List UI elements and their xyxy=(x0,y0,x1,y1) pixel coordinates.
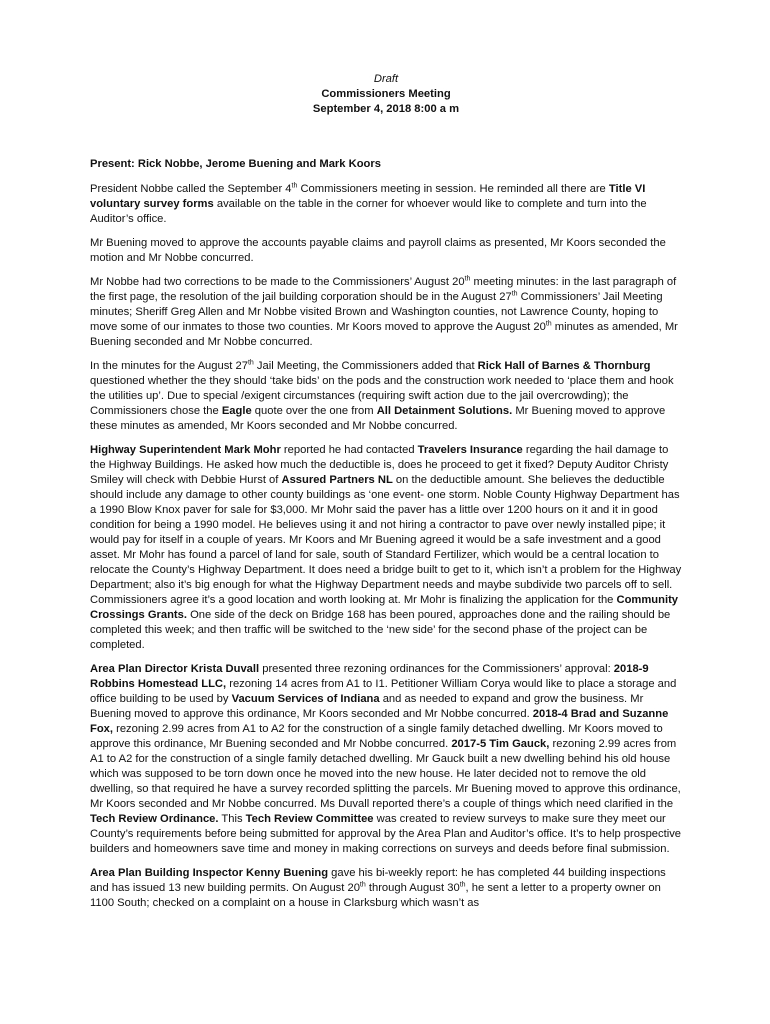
text-run: Commissioners’ Jail Meeting minutes; Sheriff Greg Allen and Mr Nobbe visited Brown and Washington counties, not Lawrence County, hoping to move some of our inmates to those two counties. Mr Koors moved to approve the August 20 xyxy=(90,291,663,333)
superscript-text: th xyxy=(545,320,552,328)
text-run: This xyxy=(218,813,246,825)
bold-text: Travelers Insurance xyxy=(417,444,523,456)
bold-text: 2017-5 Tim Gauck, xyxy=(451,738,550,750)
minutes-paragraph xyxy=(90,275,682,350)
text-run: rezoning 2.99 acres from A1 to A2 for the construction of a single family detached dwelling. Mr Koors moved to approve this ordinance, Mr Buening seconded and Mr Nobbe concurred. xyxy=(90,723,663,750)
text-run: Commissioners meeting in session. He reminded all there are xyxy=(297,183,609,195)
text-run: reported he had contacted xyxy=(280,444,418,456)
bold-text: Rick Hall of Barnes & Thornburg xyxy=(477,360,651,372)
text-run: and as needed to expand and grow the business. Mr Buening moved to approve this ordinance, Mr Koors seconded and Mr Nobbe concurred. xyxy=(90,693,644,720)
bold-text: Eagle xyxy=(221,405,252,417)
bold-text: Area Plan Director Krista Duvall xyxy=(90,663,260,675)
bold-text: 2018-9 Robbins Homestead LLC, xyxy=(90,663,649,690)
superscript-text: th xyxy=(291,182,298,190)
text-run: Jail Meeting, the Commissioners added that xyxy=(253,360,478,372)
bold-text: All Detainment Solutions. xyxy=(376,405,513,417)
document-header xyxy=(90,72,682,117)
text-run: meeting minutes: in the last paragraph of the first page, the resolution of the jail building corporation should be in the August 27 xyxy=(90,276,677,303)
bold-text: Highway Superintendent Mark Mohr xyxy=(90,444,281,456)
minutes-paragraph xyxy=(90,443,682,653)
text-run: President Nobbe called the September 4 xyxy=(90,183,292,195)
bold-text: Area Plan Building Inspector Kenny Buening xyxy=(90,867,329,879)
text-run: rezoning 2.99 acres from A1 to A2 for the construction of a single family detached dwelling. Mr Gauck built a new dwelling behind his old house which was supposed to be torn down once he moved into the new house. He later decided not to remove the old dwelling, so that required he have a survey recorded splitting the parcels. Mr Buening moved to approve this ordinance, Mr Koors seconded and Mr Nobbe concurred. Ms Duvall reported there’s a couple of things which need clarified in the xyxy=(90,738,681,810)
bold-text: Tech Review Ordinance. xyxy=(90,813,219,825)
minutes-paragraph xyxy=(90,662,682,857)
text-run: Mr Nobbe had two corrections to be made to the Commissioners’ August 20 xyxy=(90,276,465,288)
superscript-text: th xyxy=(359,881,366,889)
bold-text: 2018-4 Brad and Suzanne Fox, xyxy=(90,708,669,735)
text-run: on the deductible amount. She believes the deductible should include any damage to other county buildings as ‘one event- one storm. Noble County Highway Department has a 1990 Blow Knox paver for sale for $3,000. Mr Mohr said the paver has a little over 1200 hours on it and it in good condition for being a 1990 model. He believes using it and not hiring a contractor to pave over newly installed pipe; it would pay for itself in a couple of years. Mr Koors and Mr Buening agreed it would be a safe investment and a good asset. Mr Mohr has found a parcel of land for sale, south of Standard Fertilizer, which would be a central location to relocate the County’s Highway Department. It does need a bridge built to get to it, which isn’t a problem for the Highway Department; also it’s big enough for what the Highway Department needs and maybe subdivide two parcels off to sell. Commissioners agree it’s a good location and worth looking at. Mr Mohr is finalizing the application for the xyxy=(90,474,682,606)
text-run: available on the table in the corner for whoever would like to complete and turn into the Auditor’s office. xyxy=(90,198,647,225)
bold-text: Tech Review Committee xyxy=(245,813,374,825)
draft-label: Draft xyxy=(373,73,399,85)
minutes-paragraph xyxy=(90,359,682,434)
text-run: minutes as amended, Mr Buening seconded and Mr Nobbe concurred. xyxy=(90,321,678,348)
text-run: quote over the one from xyxy=(251,405,377,417)
minutes-paragraph xyxy=(90,182,682,227)
minutes-paragraph xyxy=(90,866,682,911)
meeting-title: Commissioners Meeting xyxy=(321,88,451,100)
minutes-body xyxy=(90,182,682,911)
text-run: rezoning 14 acres from A1 to I1. Petitioner William Corya would like to place a storage and office building to be used by xyxy=(90,678,677,705)
text-run: questioned whether the they should ‘take bids’ on the pods and the construction work needed to ‘place them and hook the utilities up’. Due to special /exigent circumstances (requiring swift action due to the jail overcrowding); the Commissioners chose the xyxy=(90,375,674,417)
text-run: One side of the deck on Bridge 168 has been poured, approaches done and the railing should be completed this week; and then traffic will be switched to the ‘new side’ for the second phase of the project can be completed. xyxy=(90,609,671,651)
text-run: presented three rezoning ordinances for the Commissioners’ approval: xyxy=(259,663,614,675)
superscript-text: th xyxy=(464,275,471,283)
text-run: was created to review surveys to make sure they meet our County’s requirements before being submitted for approval by the Area Plan and Auditor’s office. It’s to help prospective builders and homeowners save time and money in making corrections on surveys and deeds before final submission. xyxy=(90,813,682,855)
text-run: through August 30 xyxy=(365,882,460,894)
superscript-text: th xyxy=(247,359,254,367)
superscript-text: th xyxy=(459,881,466,889)
bold-text: Community Crossings Grants. xyxy=(90,594,679,621)
bold-text: Title VI voluntary survey forms xyxy=(90,183,646,210)
text-run: , he sent a letter to a property owner on 1100 South; checked on a complaint on a house in Clarksburg which wasn’t as xyxy=(90,882,661,909)
text-run: Mr Buening moved to approve these minutes as amended, Mr Koors seconded and Mr Nobbe concurred. xyxy=(90,405,666,432)
meeting-date: September 4, 2018 8:00 a m xyxy=(312,103,460,115)
text-run: In the minutes for the August 27 xyxy=(90,360,248,372)
bold-text: Assured Partners NL xyxy=(281,474,393,486)
bold-text: Vacuum Services of Indiana xyxy=(231,693,380,705)
text-run: gave his bi-weekly report: he has completed 44 building inspections and has issued 13 new building permits. On August 20 xyxy=(90,867,666,894)
present-line: Present: Rick Nobbe, Jerome Buening and Mark Koors xyxy=(90,158,381,170)
text-run: Mr Buening moved to approve the accounts payable claims and payroll claims as presented, Mr Koors seconded the motion and Mr Nobbe concurred. xyxy=(90,237,666,264)
superscript-text: th xyxy=(511,290,518,298)
minutes-paragraph xyxy=(90,236,682,266)
text-run: regarding the hail damage to the Highway Buildings. He asked how much the deductible is, does he proceed to get it fixed? Deputy Auditor Christy Smiley will check with Debbie Hurst of xyxy=(90,444,669,486)
